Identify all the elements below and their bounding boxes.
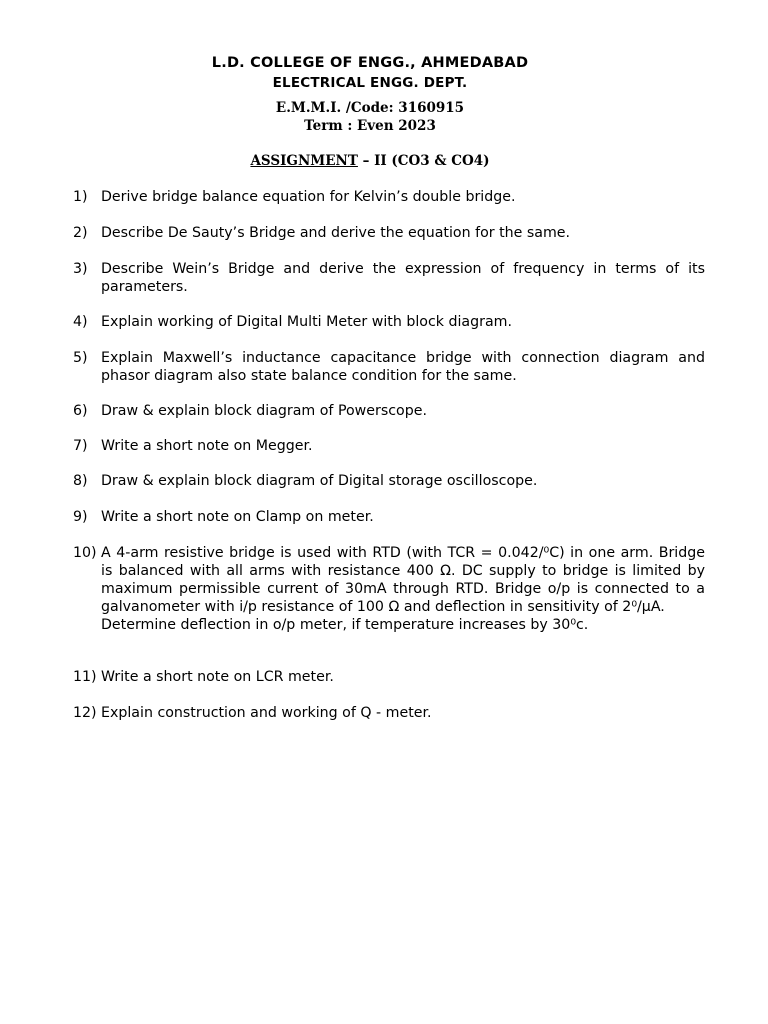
document-header bbox=[0, 53, 740, 135]
question-text: Explain working of Digital Multi Meter with block diagram. bbox=[101, 314, 512, 330]
question-item bbox=[73, 508, 705, 526]
question-number: 3) bbox=[73, 261, 88, 277]
college-name: L.D. COLLEGE OF ENGG., AHMEDABAD bbox=[211, 55, 529, 71]
question-item bbox=[73, 349, 705, 385]
question-text: Explain Maxwell’s inductance capacitance bridge with connection diagram and phasor diagram also state balance condition for the same. bbox=[101, 350, 705, 384]
question-text-continued: Determine deflection in o/p meter, if temperature increases by 30⁰c. bbox=[101, 617, 589, 633]
question-item bbox=[73, 437, 705, 455]
question-item bbox=[73, 544, 705, 634]
question-number: 12) bbox=[73, 705, 97, 721]
question-number: 9) bbox=[73, 509, 88, 525]
question-text: Write a short note on LCR meter. bbox=[101, 669, 334, 685]
question-item bbox=[73, 188, 705, 206]
question-number: 1) bbox=[73, 189, 88, 205]
question-item bbox=[73, 224, 705, 242]
question-text: Describe De Sauty’s Bridge and derive the equation for the same. bbox=[101, 225, 571, 241]
question-number: 11) bbox=[73, 669, 97, 685]
question-text: Draw & explain block diagram of Powerscope. bbox=[101, 403, 427, 419]
question-text: Write a short note on Clamp on meter. bbox=[101, 509, 374, 525]
question-number: 5) bbox=[73, 350, 88, 366]
question-number: 2) bbox=[73, 225, 88, 241]
question-text: Derive bridge balance equation for Kelvin’s double bridge. bbox=[101, 189, 516, 205]
question-text: Draw & explain block diagram of Digital storage oscilloscope. bbox=[101, 473, 538, 489]
question-number: 7) bbox=[73, 438, 88, 454]
subject-code: E.M.M.I. /Code: 3160915 bbox=[275, 100, 465, 116]
question-item bbox=[73, 260, 705, 296]
question-text: Write a short note on Megger. bbox=[101, 438, 313, 454]
question-item bbox=[73, 668, 705, 686]
question-text: Explain construction and working of Q - meter. bbox=[101, 705, 432, 721]
question-item bbox=[73, 313, 705, 331]
department-name: ELECTRICAL ENGG. DEPT. bbox=[272, 75, 468, 91]
question-item bbox=[73, 402, 705, 420]
assignment-title bbox=[0, 152, 740, 170]
question-item bbox=[73, 472, 705, 490]
question-number: 6) bbox=[73, 403, 88, 419]
assignment-title-rest: – II (CO3 & CO4) bbox=[357, 153, 490, 169]
term-line: Term : Even 2023 bbox=[304, 118, 436, 134]
question-text: A 4-arm resistive bridge is used with RTD (with TCR = 0.042/⁰C) in one arm. Bridge is balanced with all arms with resistance 400 Ω. DC supply to bridge is limited by maximum permissible current of 30mA through RTD. Bridge o/p is connected to a galvanometer with i/p resistance of 100 Ω and deflection in sensitivity of 2⁰/μA. bbox=[101, 545, 705, 615]
question-number: 8) bbox=[73, 473, 88, 489]
question-text: Describe Wein’s Bridge and derive the expression of frequency in terms of its parameters. bbox=[101, 261, 705, 295]
question-number: 10) bbox=[73, 545, 97, 561]
question-number: 4) bbox=[73, 314, 88, 330]
assignment-title-underlined: ASSIGNMENT bbox=[250, 153, 358, 169]
question-item bbox=[73, 704, 705, 722]
